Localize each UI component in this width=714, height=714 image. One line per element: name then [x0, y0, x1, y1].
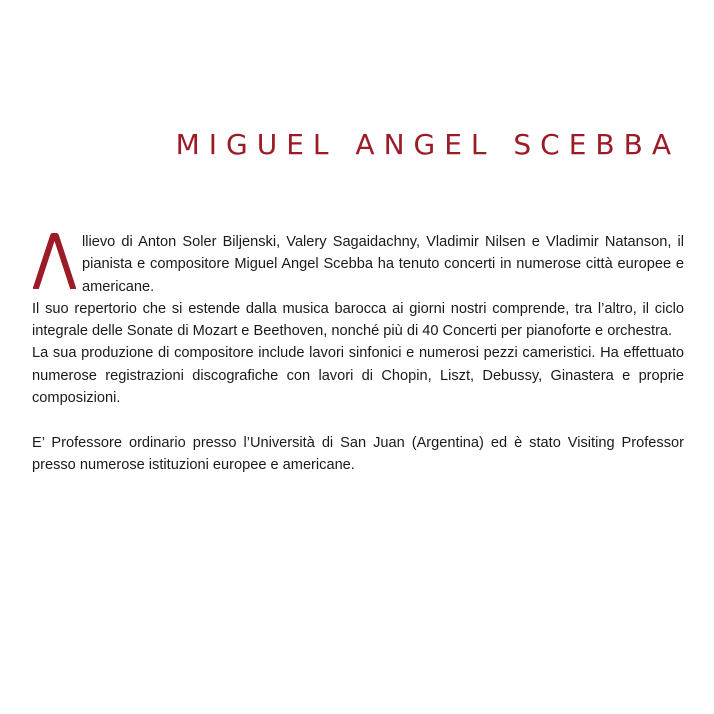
bio-paragraph-1: llievo di Anton Soler Biljenski, Valery Sagaidachny, Vladimir Nilsen e Vladimir Natanson, il pianista e compositore Miguel Angel Scebba ha tenuto concerti in numerose città europee e americane.	[82, 234, 684, 295]
paragraph-spacer	[32, 409, 684, 431]
bio-paragraph-3: La sua produzione di compositore include lavori sinfonici e numerosi pezzi cameristici. Ha effettuato numerose registrazioni discografiche con lavori di Chopin, Liszt, Debussy, Ginastera e proprie composizioni.	[32, 345, 684, 407]
dropcap-letter-a	[32, 233, 76, 289]
bio-paragraph-4: E’ Professore ordinario presso l’Università di San Juan (Argentina) ed è stato Visiting Professor presso numerose istituzioni europee e americane.	[32, 434, 684, 473]
page-title: MIGUEL ANGEL SCEBBA	[175, 128, 680, 161]
biography-text	[32, 231, 684, 476]
bio-paragraph-2: Il suo repertorio che si estende dalla musica barocca ai giorni nostri comprende, tra l’altro, il ciclo integrale delle Sonate di Mozart e Beethoven, nonché più di 40 Concerti per pianoforte e orchestra.	[32, 300, 684, 340]
